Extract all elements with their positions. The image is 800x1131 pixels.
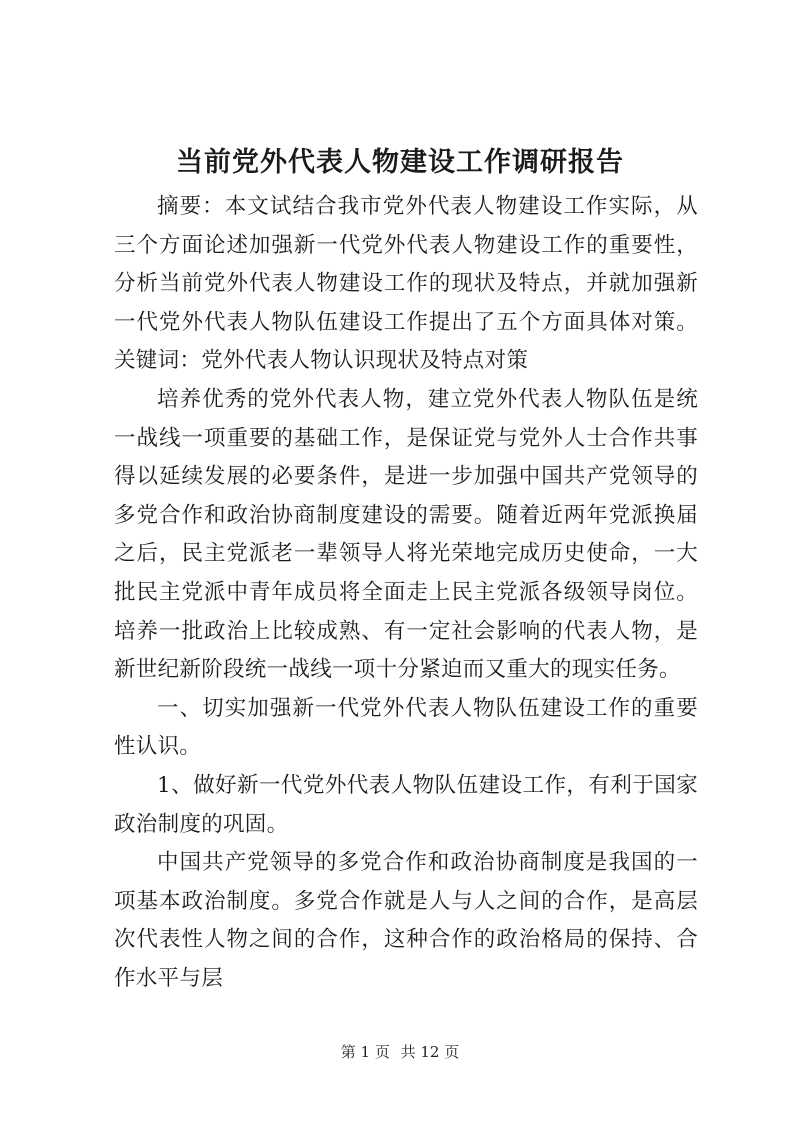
abstract-paragraph: 摘要：本文试结合我市党外代表人物建设工作实际，从三个方面论述加强新一代党外代表人物建设工作的重要性，分析当前党外代表人物建设工作的现状及特点，并就加强新一代党外代表人物队伍建设工作提出了五个方面具体对策。关键词：党外代表人物认识现状及特点对策 xyxy=(114,194,698,374)
page-footer xyxy=(0,1041,800,1062)
document-title: 当前党外代表人物建设工作调研报告 xyxy=(176,147,624,178)
body-paragraph: 培养优秀的党外代表人物，建立党外代表人物队伍是统一战线一项重要的基础工作，是保证党与党外人士合作共事得以延续发展的必要条件，是进一步加强中国共产党领导的多党合作和政治协商制度建设的需要。随着近两年党派换届之后，民主党派老一辈领导人将光荣地完成历史使命，一大批民主党派中青年成员将全面走上民主党派各级领导岗位。培养一批政治上比较成熟、有一定社会影响的代表人物，是新世纪新阶段统一战线一项十分紧迫而又重大的现实任务。 xyxy=(114,386,698,683)
document-body xyxy=(114,188,698,998)
body-paragraph: 中国共产党领导的多党合作和政治协商制度是我国的一项基本政治制度。多党合作就是人与人之间的合作，是高层次代表性人物之间的合作，这种合作的政治格局的保持、合作水平与层 xyxy=(114,850,698,991)
page-number: 第 1 页 xyxy=(340,1043,390,1061)
page-total: 共 12 页 xyxy=(400,1043,460,1061)
subsection-heading: 1、做好新一代党外代表人物队伍建设工作，有利于国家政治制度的巩固。 xyxy=(114,772,698,837)
section-heading: 一、切实加强新一代党外代表人物队伍建设工作的重要性认识。 xyxy=(114,695,698,760)
